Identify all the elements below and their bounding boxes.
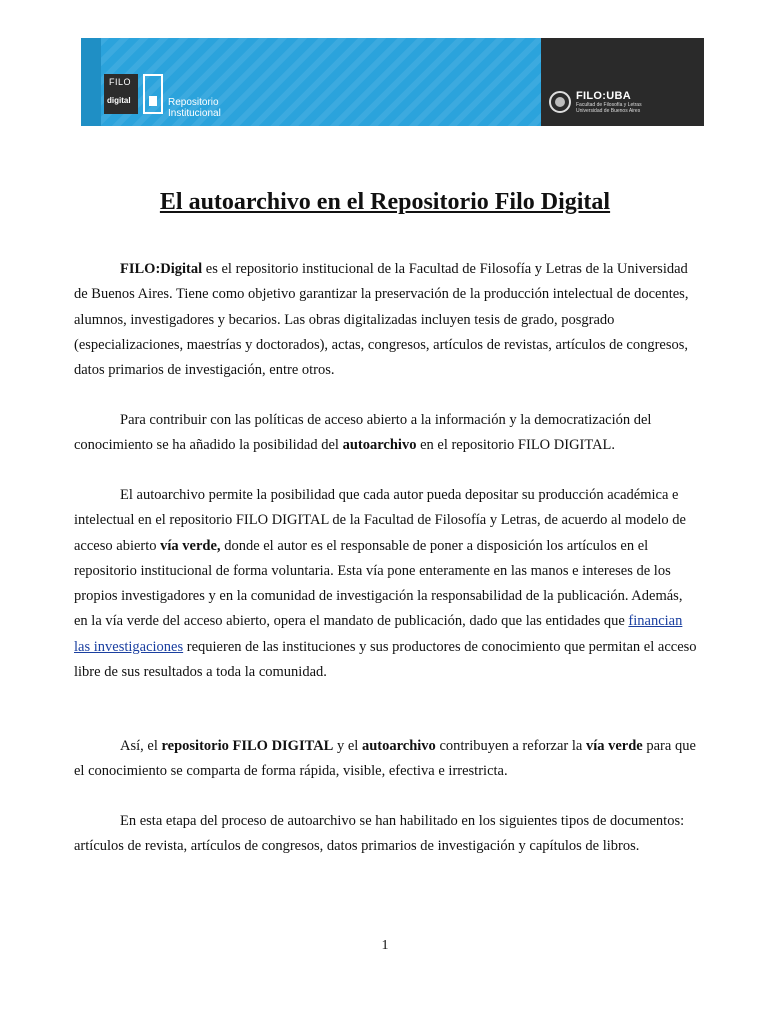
uba-sub1: Facultad de Filosofía y Letras [576, 102, 642, 108]
paragraph-summary [74, 734, 699, 785]
autoarchivo-bold: autoarchivo [342, 437, 417, 454]
paragraph-document-types [74, 809, 699, 860]
banner-edge [81, 38, 101, 126]
filo-logo-top: FILO [109, 77, 132, 87]
p3-text2: donde el autor es el responsable de poner a disposición los artículos en el repositorio institucional de forma voluntaria. Esta vía pone enteramente en las manos e intereses de los propios investigadores y en la comunidad de investigación la responsabilidad de la publicación. Además, en la vía verde del acceso abierto, opera el mandato de publicación, dado que las entidades que [74, 537, 683, 630]
repository-label [168, 97, 221, 119]
filo-logo-bottom: digital [107, 96, 131, 105]
repo-line1: Repositorio [168, 97, 219, 108]
page-number: 1 [381, 938, 389, 953]
paragraph-green-route [74, 483, 699, 685]
uba-sub2: Universidad de Buenos Aires [576, 108, 641, 114]
paragraph-open-access [74, 408, 699, 459]
header-banner [81, 38, 704, 126]
via-verde-bold: vía verde, [160, 537, 221, 554]
p1-text: es el repositorio institucional de la Facultad de Filosofía y Letras de la Universidad de Buenos Aires. Tiene como objetivo garantizar la preservación de la producción intelectual de docentes, alumnos, investigadores y becarios. Las obras digitalizadas incluyen tesis de grado, posgrado (especializaciones, maestrías y doctorados), actas, congresos, artículos de revistas, artículos de congresos, datos primarios de investigación, entre otros. [74, 261, 689, 379]
autoarchivo-bold-2: autoarchivo [361, 738, 436, 754]
p2-text2: en el repositorio FILO DIGITAL. [416, 437, 616, 454]
filo-digital-logo [104, 74, 138, 114]
uba-logo-text [576, 90, 642, 114]
p5-text: En esta etapa del proceso de autoarchivo se han habilitado en los siguientes tipos de documentos: artículos de revista, artículos de congresos, datos primarios de investigación y capítulos de libros. [74, 813, 685, 855]
paragraph-intro [74, 257, 699, 383]
uba-name: FILO:UBA [576, 90, 631, 102]
p4-text1: Así, el [120, 738, 162, 754]
via-verde-bold-2: vía verde [585, 738, 643, 754]
document-title: El autoarchivo en el Repositorio Filo Digital [159, 189, 611, 215]
financian-investigaciones-link[interactable]: financian las investigaciones [74, 613, 683, 655]
p4-text2: y el [333, 738, 362, 754]
p4-text4: para que el conocimiento se comparta de forma rápida, visible, efectiva e irrestricta. [74, 738, 696, 780]
p3-text3: requieren de las instituciones y sus productores de conocimiento que permitan el acceso libre de sus resultados a toda la comunidad. [74, 638, 697, 681]
repository-icon [143, 74, 163, 114]
p3-text1: El autoarchivo permite la posibilidad que cada autor pueda depositar su producción académica e intelectual en el repositorio FILO DIGITAL de la Facultad de Filosofía y Letras, de acuerdo al modelo de acceso abierto [74, 487, 686, 554]
p4-text3: contribuyen a reforzar la [435, 738, 586, 754]
repositorio-bold: repositorio FILO DIGITAL [161, 738, 334, 754]
p2-text1: Para contribuir con las políticas de acceso abierto a la información y la democratización del conocimiento se ha añadido la posibilidad del [74, 412, 652, 454]
filo-digital-bold: FILO:Digital [120, 261, 203, 277]
uba-seal-icon [549, 91, 571, 113]
repo-line2: Institucional [168, 108, 221, 119]
